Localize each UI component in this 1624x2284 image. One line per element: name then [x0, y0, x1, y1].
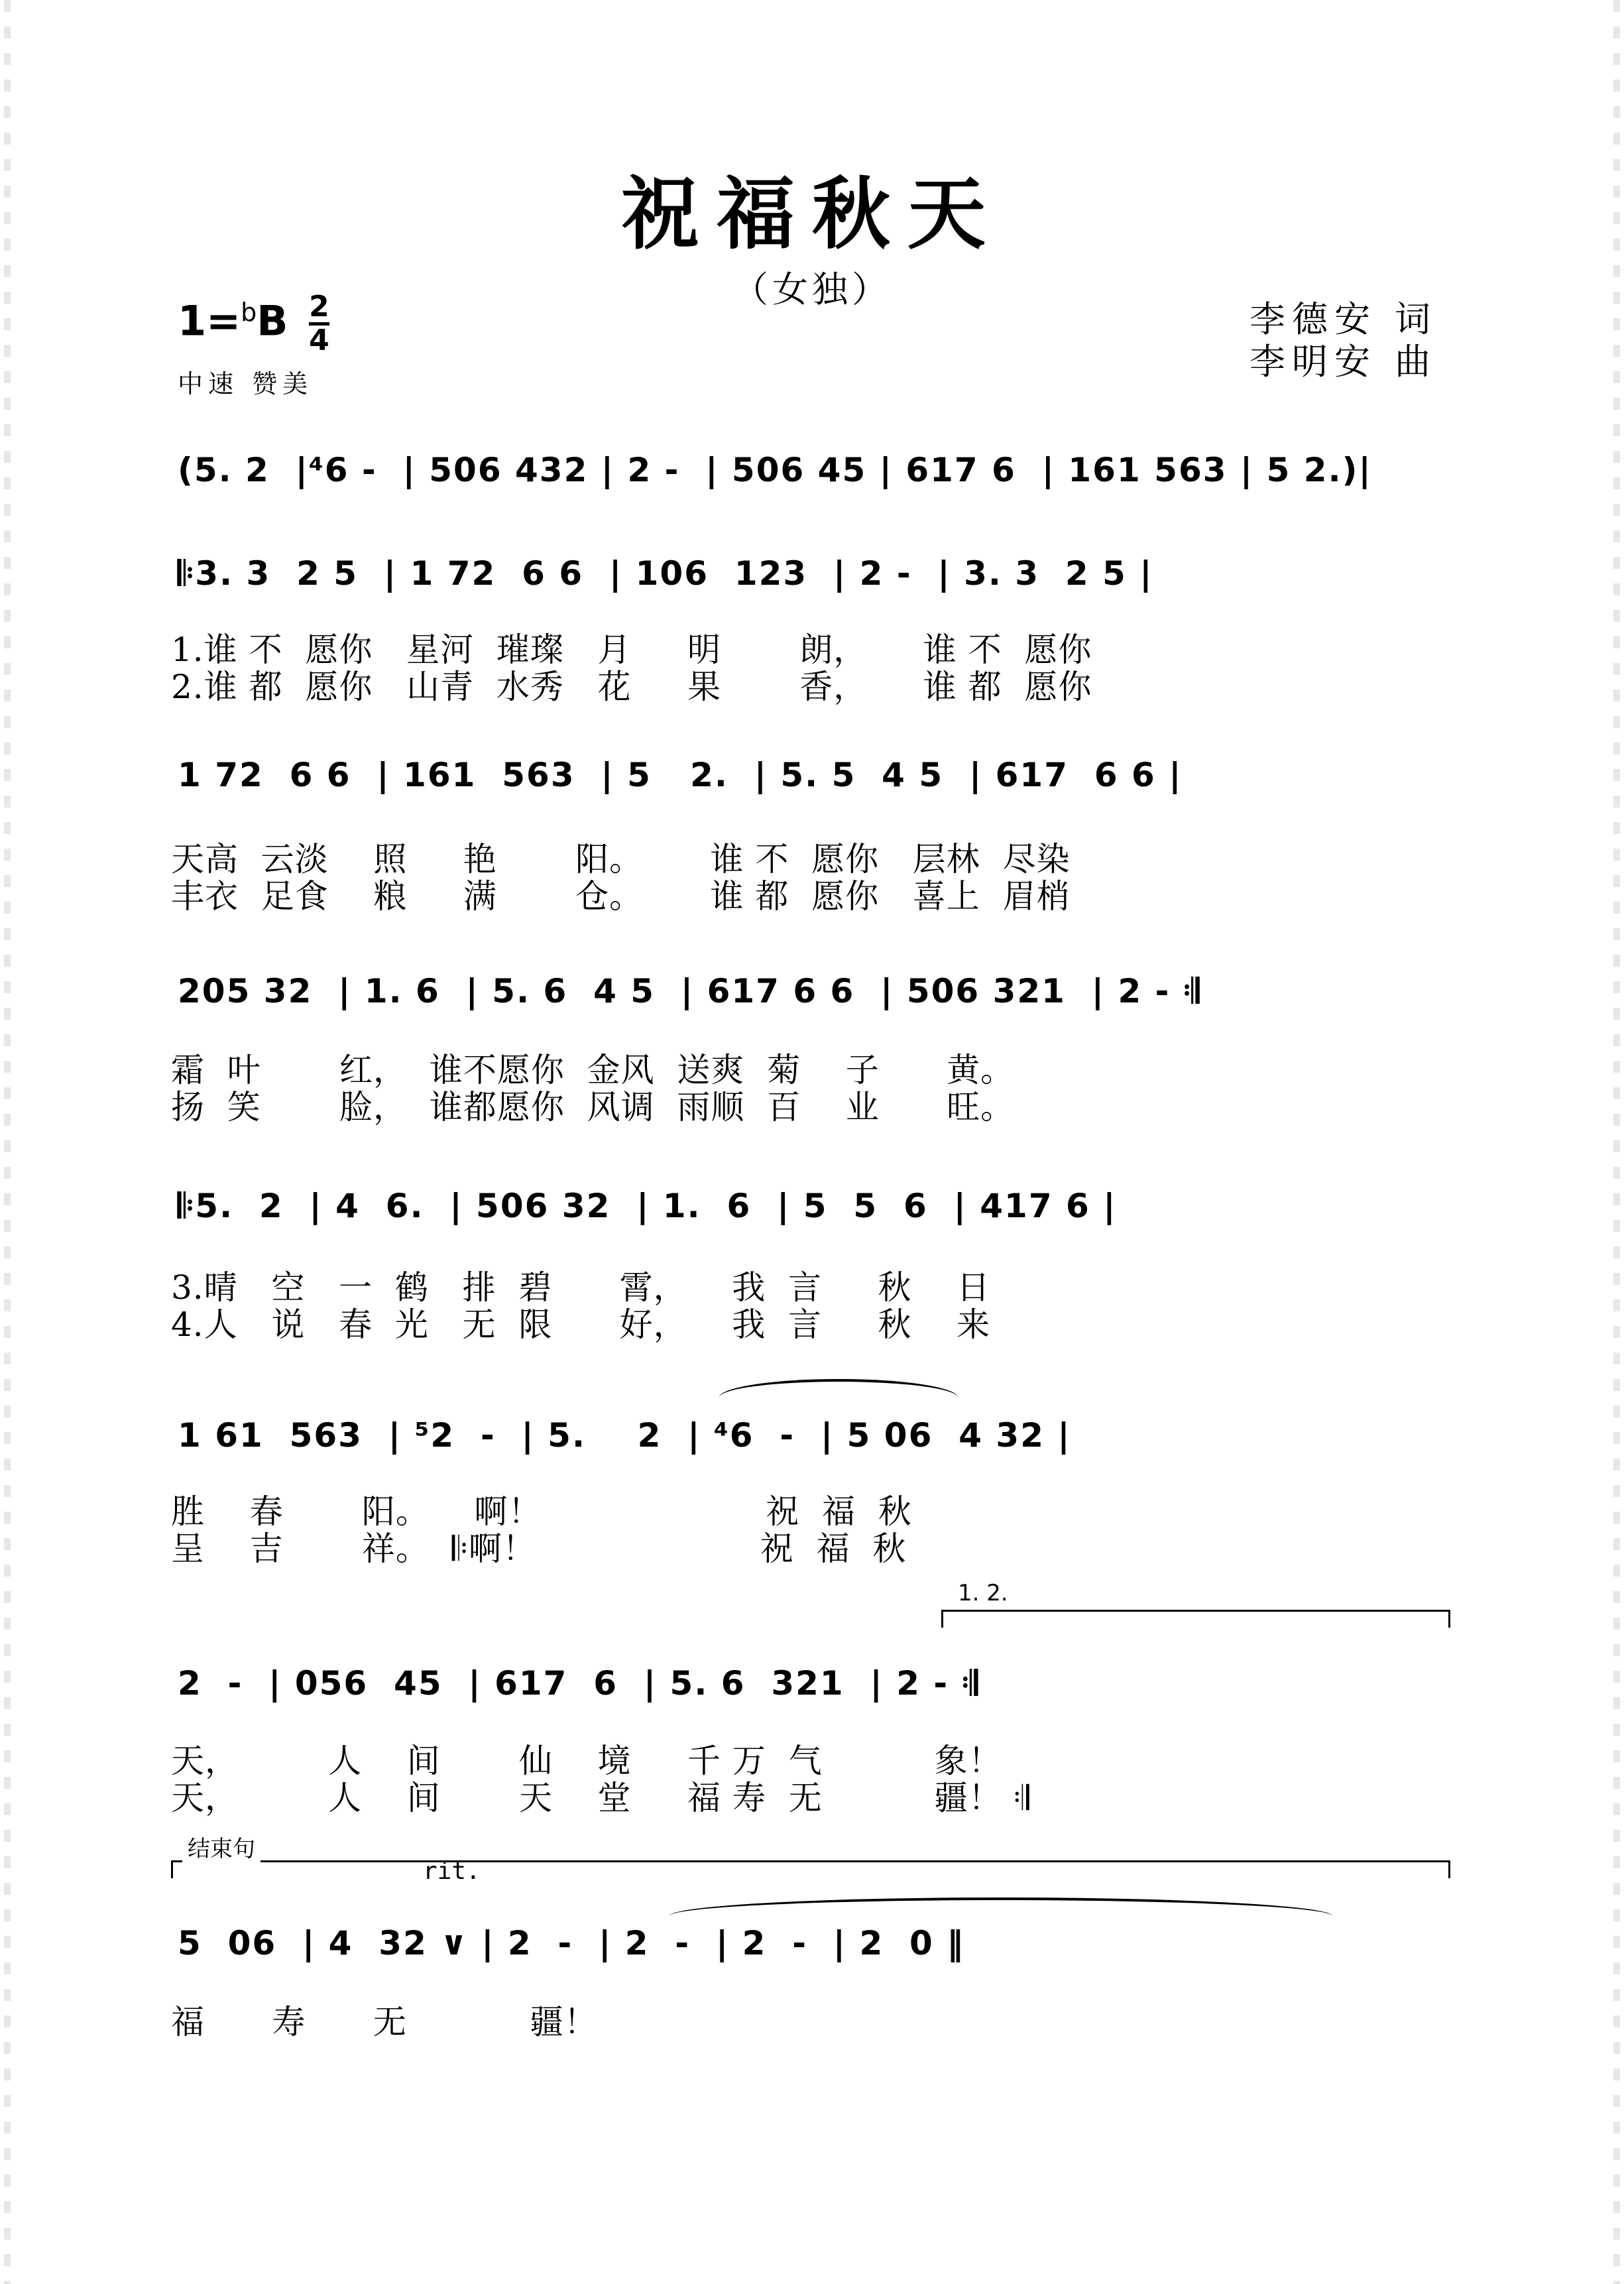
right-border-pattern	[1613, 0, 1620, 2284]
notation-line: 𝄆5. 2 | 4 6. | 506 32 | 1. 6 | 5 5 6 | 417 6 |	[178, 1187, 1117, 1225]
score-system-8	[178, 1924, 1448, 1977]
score-system-6	[178, 1416, 1448, 1469]
left-border-pattern	[4, 0, 11, 2284]
phrase-slur	[719, 1379, 958, 1398]
lyrics-verse-1: 天高 云淡 照 艳 阳。 谁 不 愿你 层林 尽染	[171, 840, 1071, 878]
score-system-3	[178, 756, 1448, 809]
lyrics-verse-1: 霜 叶 红， 谁不愿你 金风 送爽 菊 子 黄。	[171, 1051, 1015, 1089]
notation-line: 1 72 6 6 | 161 563 | 5 2. | 5. 5 4 5 | 617 6 6 |	[178, 756, 1183, 794]
score-system-4	[178, 972, 1448, 1025]
song-subtitle: （女独）	[732, 269, 892, 310]
notation-line: 1 61 563 | ⁵2 - | 5. 2 | ⁴6 - | 5 06 4 32 |	[178, 1416, 1071, 1455]
lyrics-verse-2: 2.谁 都 愿你 山青 水秀 花 果 香， 谁 都 愿你	[171, 668, 1092, 706]
key-signature: 1=$^b$B 2 4	[178, 290, 329, 357]
credits	[1249, 298, 1437, 383]
volta-bracket	[941, 1580, 1450, 1628]
tempo-marking: 中速 赞美	[178, 369, 314, 398]
lyrics-verse-2: 扬 笑 脸， 谁都愿你 风调 雨顺 百 业 旺。	[171, 1088, 1015, 1126]
score-system-7	[178, 1664, 1448, 1717]
lyrics-coda: 福 寿 无 疆！	[171, 2003, 598, 2041]
lyrics-verse-4: 呈 吉 祥。 𝄆啊！ 祝 福 秋	[171, 1530, 907, 1568]
ritardando-marking: rit.	[423, 1858, 481, 1885]
notation-line: (5. 2 |⁴6 - | 506 432 | 2 - | 506 45 | 617 6 | 161 563 | 5 2.)|	[178, 451, 1372, 489]
song-title: 祝福秋天	[620, 168, 1003, 260]
volta-label: 1. 2.	[953, 1580, 1014, 1606]
score-system-2	[178, 554, 1448, 607]
coda-bracket	[171, 1836, 1450, 1878]
lyrics-verse-2: 丰衣 足食 粮 满 仓。 谁 都 愿你 喜上 眉梢	[171, 877, 1071, 916]
tie-slur	[669, 1897, 1332, 1916]
notation-line: 2 - | 056 45 | 617 6 | 5. 6 321 | 2 - 𝄇	[178, 1664, 979, 1703]
coda-label: 结束句	[182, 1831, 261, 1863]
score-system-5	[178, 1187, 1448, 1240]
composer: 李明安 曲	[1249, 341, 1438, 383]
lyrics-verse-4: 4.人 说 春 光 无 限 好， 我 言 秋 来	[171, 1305, 991, 1344]
score-system-1	[178, 451, 1448, 504]
notation-line: 205 32 | 1. 6 | 5. 6 4 5 | 617 6 6 | 506 321 | 2 - 𝄇	[178, 972, 1201, 1010]
lyrics-verse-a: 天， 人 间 仙 境 千 万 气 象！	[171, 1742, 1002, 1780]
lyrics-verse-b: 天， 人 间 天 堂 福 寿 无 疆！ 𝄇	[171, 1779, 1030, 1817]
time-signature: 2 4	[309, 290, 329, 357]
lyrics-verse-3: 3.晴 空 一 鹤 排 碧 霄， 我 言 秋 日	[171, 1268, 991, 1307]
notation-line: 5 06 | 4 32 ∨ | 2 - | 2 - | 2 - | 2 0 ‖	[178, 1924, 965, 1962]
notation-line: 𝄆3. 3 2 5 | 1 72 6 6 | 106 123 | 2 - | 3. 3 2 5 |	[178, 554, 1153, 593]
lyricist: 李德安 词	[1249, 298, 1438, 340]
lyrics-verse-3: 胜 春 阳。 啊！ 祝 福 秋	[171, 1492, 912, 1531]
lyrics-verse-1: 1.谁 不 愿你 星河 璀璨 月 明 朗， 谁 不 愿你	[171, 631, 1092, 669]
